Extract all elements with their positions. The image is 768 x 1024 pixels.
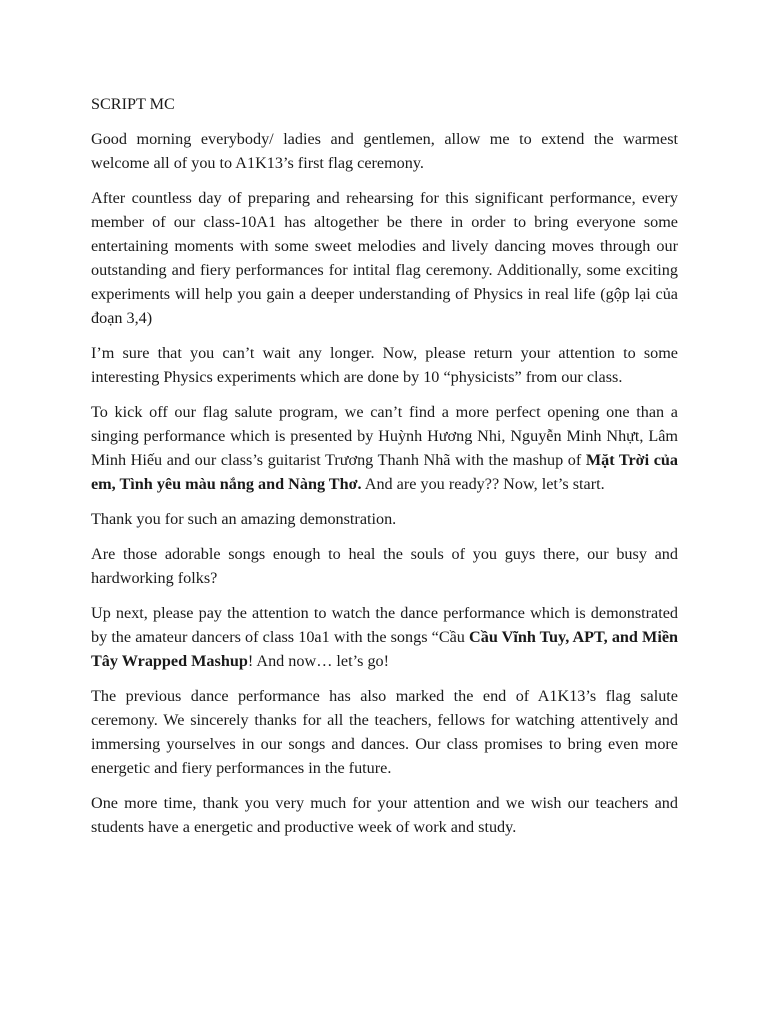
paragraph-welcome: Good morning everybody/ ladies and gentlemen, allow me to extend the warmest welcome all of you to A1K13’s first flag ceremony. xyxy=(91,130,678,172)
paragraph-thanks-demonstration: Thank you for such an amazing demonstration. xyxy=(91,510,397,528)
paragraph-physics-experiments: I’m sure that you can’t wait any longer. Now, please return your attention to some interesting Physics experiments which are done by 10 “physicists” from our class. xyxy=(91,344,678,386)
dance-outro-text: ! And now… let’s go! xyxy=(247,652,390,670)
singing-intro-text: To kick off our flag salute program, we can’t find a more perfect opening one than a singing performance which is presented by Huỳnh Hương Nhi, Nguyễn Minh Nhựt, Lâm Minh Hiếu and our class’s guitarist Trương Thanh Nhã with the mashup of xyxy=(91,403,678,469)
dance-songs-bold: Cầu Vĩnh Tuy, APT, and Miền Tây Wrapped Mashup xyxy=(91,628,679,670)
dance-intro-text: Up next, please pay the attention to watch the dance performance which is demonstrated by the amateur dancers of class 10a1 with the songs “Cầu xyxy=(91,604,678,646)
document-title: SCRIPT MC xyxy=(91,95,175,113)
paragraph-ceremony-end: The previous dance performance has also marked the end of A1K13’s flag salute ceremony. We sincerely thanks for all the teachers, fellows for watching attentively and immersing yourselves in our songs and dances. Our class promises to bring even more energetic and fiery performances in the future. xyxy=(91,687,678,777)
singing-outro-text: And are you ready?? Now, let’s start. xyxy=(361,475,605,493)
document-page xyxy=(91,92,678,850)
paragraph-singing-performance xyxy=(91,400,678,496)
paragraph-adorable-songs: Are those adorable songs enough to heal the souls of you guys there, our busy and hardworking folks? xyxy=(91,545,678,587)
song-titles-bold: Mặt Trời của em, Tình yêu màu nắng and Nàng Thơ. xyxy=(91,451,678,493)
paragraph-preparation: After countless day of preparing and rehearsing for this significant performance, every member of our class-10A1 has altogether be there in order to bring everyone some entertaining moments with some sweet melodies and lively dancing moves through our outstanding and fiery performances for intital flag ceremony. Additionally, some exciting experiments will help you gain a deeper understanding of Physics in real life (gộp lại của đoạn 3,4) xyxy=(91,189,678,327)
paragraph-closing: One more time, thank you very much for your attention and we wish our teachers and students have a energetic and productive week of work and study. xyxy=(91,794,678,836)
paragraph-dance-performance xyxy=(91,601,678,673)
